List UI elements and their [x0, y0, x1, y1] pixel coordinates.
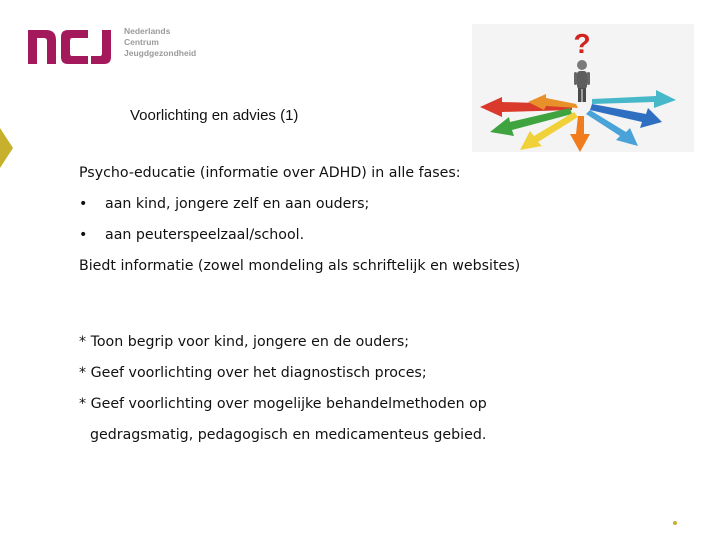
info-line: Biedt informatie (zowel mondeling als schriftelijk en websites)	[79, 258, 521, 274]
ncj-logo	[28, 26, 208, 70]
bullet-text: aan kind, jongere zelf en aan ouders;	[105, 196, 370, 212]
point-2: * Geef voorlichting over het diagnostisch proces;	[79, 365, 427, 381]
logo-word-1: Nederlands	[124, 26, 171, 36]
logo-word-2: Centrum	[124, 37, 159, 47]
edge-tab-shape	[0, 128, 14, 168]
intro-line: Psycho-educatie (informatie over ADHD) in alle fases:	[79, 165, 461, 181]
bullet-text: aan peuterspeelzaal/school.	[105, 227, 305, 243]
question-mark-icon: ?	[573, 28, 591, 59]
bullet-dot: •	[79, 227, 88, 243]
logo-wordmark	[124, 26, 196, 59]
footer-dot	[673, 521, 677, 525]
ncj-logo-mark	[28, 26, 120, 66]
bullet-dot: •	[79, 196, 88, 212]
slide-title: Voorlichting en advies (1)	[130, 107, 299, 124]
crossroads-illustration	[472, 24, 694, 152]
logo-word-3: Jeugdgezondheid	[124, 48, 197, 58]
point-1: * Toon begrip voor kind, jongere en de ouders;	[79, 334, 410, 350]
point-3: * Geef voorlichting over mogelijke behandelmethoden op	[79, 396, 487, 412]
point-3-continued: gedragsmatig, pedagogisch en medicamenteus gebied.	[90, 427, 487, 443]
